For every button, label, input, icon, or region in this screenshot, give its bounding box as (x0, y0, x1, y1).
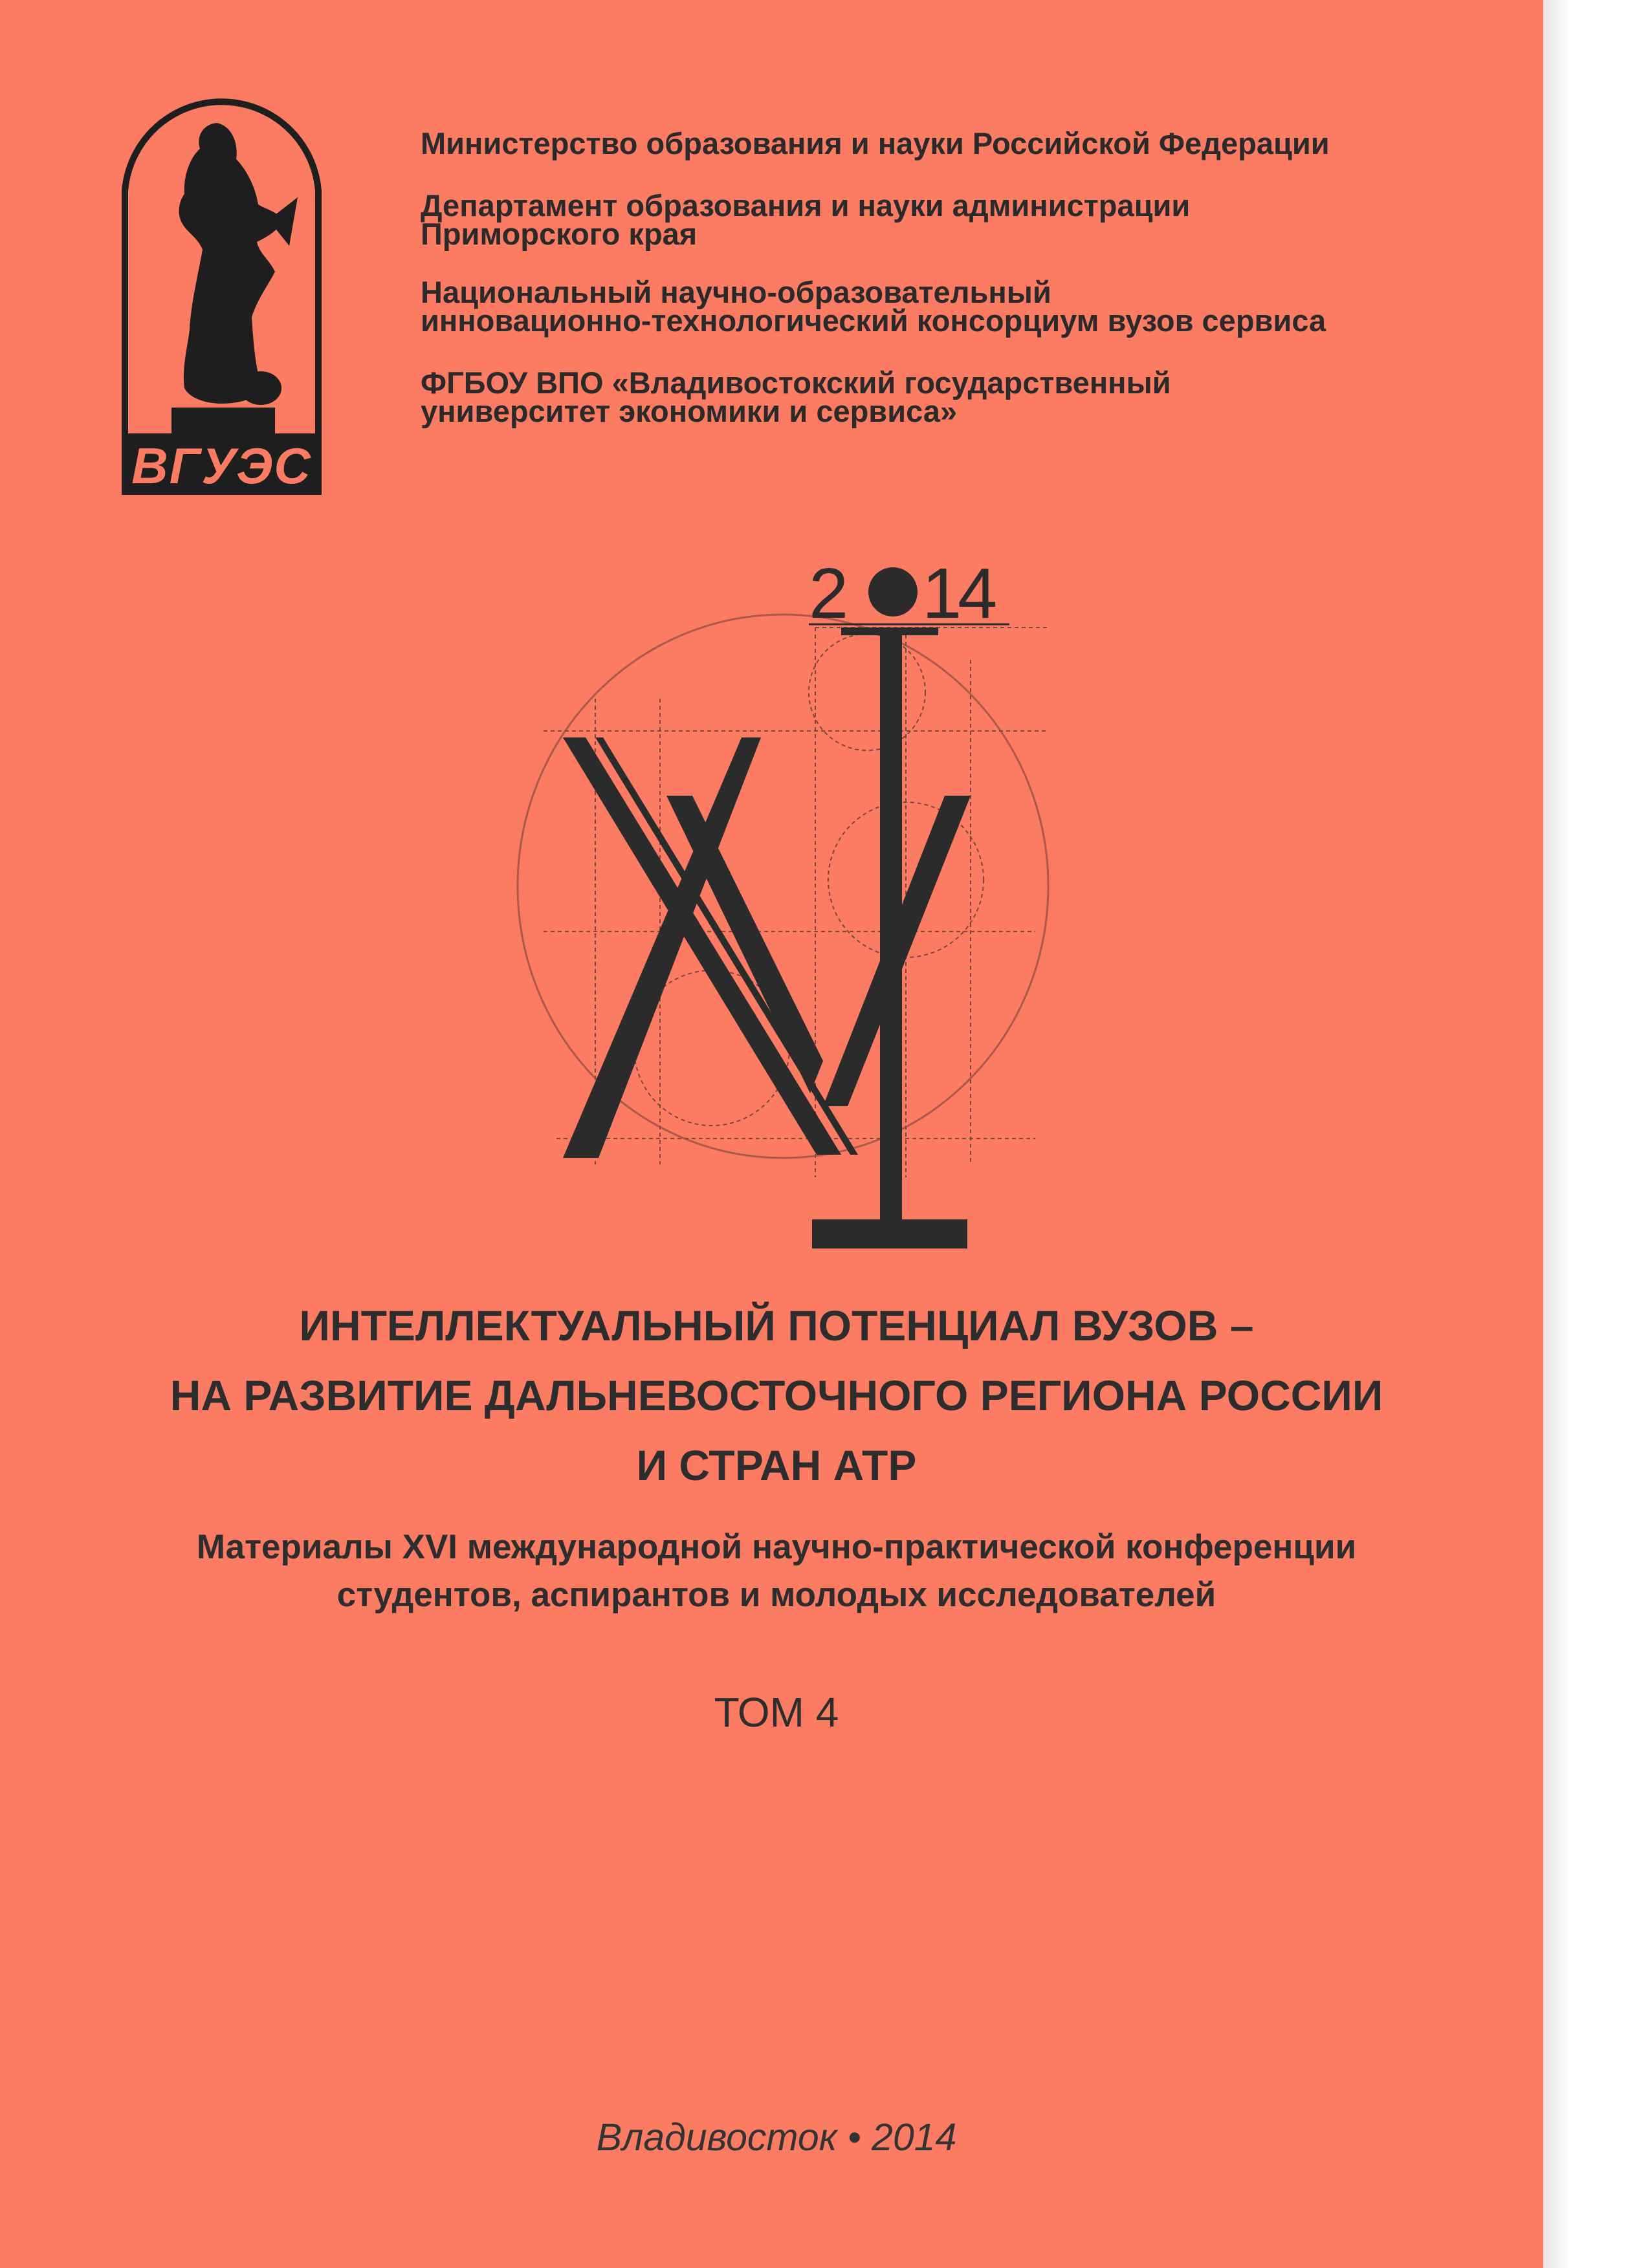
org-line: Национальный научно-образовательный (421, 275, 1051, 309)
university-logo (120, 84, 324, 498)
title-line: И СТРАН АТР (636, 1441, 917, 1489)
svg-text:2: 2 (809, 554, 846, 633)
title-line: НА РАЗВИТИЕ ДАЛЬНЕВОСТОЧНОГО РЕГИОНА РОССИИ (170, 1371, 1383, 1419)
org-line: инновационно-технологический консорциум вузов сервиса (421, 303, 1326, 338)
scan-margin (1543, 0, 1650, 2268)
volume-label: ТОМ 4 (714, 1689, 839, 1736)
org-line: Министерство образования и науки Российской Федерации (421, 126, 1330, 160)
org-line: Департамент образования и науки администрации (421, 188, 1191, 223)
subtitle-line: студентов, аспирантов и молодых исследователей (336, 1576, 1216, 1614)
book-subtitle (65, 1523, 1488, 1619)
logo-text: ВГУЭС (131, 437, 312, 494)
org-line: ФГБОУ ВПО «Владивостокский государственный (421, 365, 1171, 400)
org-university (421, 365, 1488, 428)
org-ministry (421, 126, 1488, 160)
xvi-emblem-icon (505, 543, 1074, 1261)
imprint: Владивосток • 2014 (596, 2116, 957, 2159)
org-department (421, 188, 1488, 251)
book-title (65, 1291, 1488, 1500)
svg-text:14: 14 (922, 554, 994, 633)
subtitle-line: Материалы XVI международной научно-практической конференции (196, 1528, 1357, 1566)
title-line: ИНТЕЛЛЕКТУАЛЬНЫЙ ПОТЕНЦИАЛ ВУЗОВ – (299, 1302, 1254, 1349)
org-consortium (421, 275, 1488, 338)
org-line: университет экономики и сервиса» (421, 394, 958, 428)
org-line: Приморского края (421, 217, 698, 251)
